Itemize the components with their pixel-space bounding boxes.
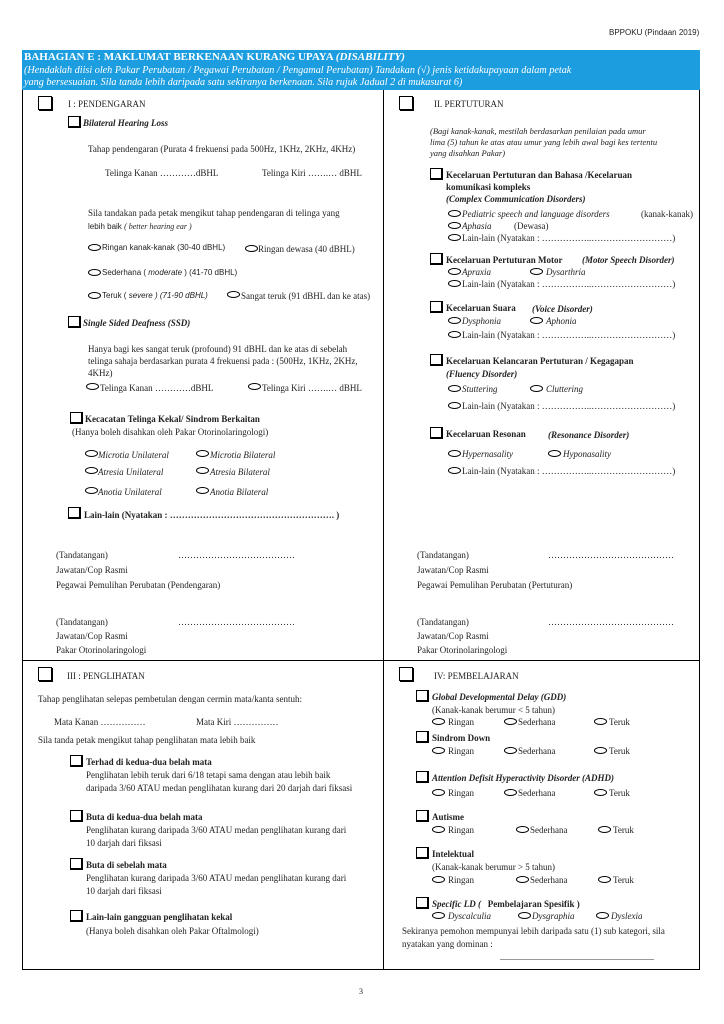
option-stuttering[interactable] xyxy=(448,385,461,392)
suara-label: Kecelaruan Suara xyxy=(446,303,516,313)
anotia-bilateral-label: Anotia Bilateral xyxy=(210,487,269,497)
int-ringan: Ringan xyxy=(448,875,474,885)
dominan-note-2: nyatakan yang dominan : xyxy=(402,939,493,949)
option-lain-lain-3[interactable] xyxy=(448,331,461,338)
row-divider xyxy=(22,660,700,661)
pendengaran-checkbox[interactable] xyxy=(38,96,52,110)
buta-sebelah-label: Buta di sebelah mata xyxy=(86,860,167,870)
cluttering-label: Cluttering xyxy=(546,384,584,394)
gdd-teruk: Teruk xyxy=(609,717,630,727)
resonan-label: Kecelaruan Resonan xyxy=(446,429,526,439)
lain-lain-4: Lain-lain (Nyatakan : ……………..………………………) xyxy=(462,401,676,411)
banner-instruction-2: yang bersesuaian. Sila tanda lebih daripada satu sekiranya berkenaan. Sila rujuk Jadual 2 di mukasurat 6) xyxy=(24,77,463,88)
pendengaran-title: I : PENDENGARAN xyxy=(68,99,146,109)
option-autisme-teruk[interactable] xyxy=(598,826,611,833)
tahap-pendengaran: Tahap pendengaran (Purata 4 frekuensi pada 500Hz, 1KHz, 2KHz, 4KHz) xyxy=(88,144,356,154)
column-divider xyxy=(383,90,384,970)
pediatric-label: Pediatric speech and language disorders xyxy=(462,209,610,219)
jawatan-label: Jawatan/Cop Rasmi xyxy=(56,631,128,641)
option-gdd-sederhana[interactable] xyxy=(504,718,517,725)
ringan-kanak-kanak-label: Ringan kanak-kanak (30-40 dBHL) xyxy=(102,243,226,252)
pertuturan-title: II. PERTUTURAN xyxy=(434,99,504,109)
option-dyslexia[interactable] xyxy=(596,912,609,919)
terhad-label: Terhad di kedua-dua belah mata xyxy=(86,757,212,767)
kelancaran-label: Kecelaruan Kelancaran Pertuturan / Kegagapan xyxy=(446,356,634,366)
option-dysarthria[interactable] xyxy=(530,268,543,275)
ssd-label: Single Sided Deafness (SSD) xyxy=(83,318,191,328)
sindrom-down-checkbox[interactable] xyxy=(416,731,429,743)
atresia-bilateral-label: Atresia Bilateral xyxy=(210,467,270,477)
buta-kedua-desc-2: 10 darjah dari fiksasi xyxy=(86,838,162,848)
motor-italic-label: (Motor Speech Disorder) xyxy=(582,255,675,265)
dysgraphia-label: Dysgraphia xyxy=(532,911,575,921)
section-banner xyxy=(22,50,700,90)
option-ringan-dewasa[interactable] xyxy=(245,245,258,252)
int-teruk: Teruk xyxy=(613,875,634,885)
option-adhd-sederhana[interactable] xyxy=(504,789,517,796)
resonance-disorder-label: (Resonance Disorder) xyxy=(548,430,630,440)
option-hyponasality[interactable] xyxy=(548,450,561,457)
penglihatan-title: III : PENGLIHATAN xyxy=(67,671,145,681)
tandatangan-line: ………………………………… xyxy=(178,550,295,560)
sila-tanda-penglihatan: Sila tanda petak mengikut tahap penglihatan mata lebih baik xyxy=(38,735,256,745)
buta-sebelah-desc-1: Penglihatan kurang daripada 3/60 ATAU medan penglihatan kurang dari xyxy=(86,873,347,883)
penglihatan-checkbox[interactable] xyxy=(38,667,52,681)
ssd-desc-3: 4KHz) xyxy=(88,368,113,378)
kanak-kanak-label: (kanak-kanak) xyxy=(641,209,693,219)
option-sederhana[interactable] xyxy=(88,269,101,276)
kelancaran-checkbox[interactable] xyxy=(430,354,443,366)
oftalmologi-note: (Hanya boleh disahkan oleh Pakar Oftalmologi) xyxy=(86,926,259,936)
option-ringan-kanak-kanak[interactable] xyxy=(88,244,101,251)
dyscalculia-label: Dyscalculia xyxy=(448,911,491,921)
adhd-ringan: Ringan xyxy=(448,788,474,798)
pembelajaran-checkbox[interactable] xyxy=(399,667,413,681)
lain-lain-1: Lain-lain (Nyatakan : ……………..………………………) xyxy=(462,233,676,243)
motor-checkbox[interactable] xyxy=(430,253,443,265)
bhl-checkbox[interactable] xyxy=(68,116,81,128)
suara-checkbox[interactable] xyxy=(430,301,443,313)
pakar-label: Pakar Otorinolaringologi xyxy=(417,645,508,655)
option-int-ringan[interactable] xyxy=(432,876,445,883)
hypernasality-label: Hypernasality xyxy=(462,449,513,459)
option-int-sederhana[interactable] xyxy=(516,876,529,883)
autisme-label: Autisme xyxy=(432,812,464,822)
bhl-label: Bilateral Hearing Loss xyxy=(83,118,169,128)
option-sangat-teruk[interactable] xyxy=(227,291,240,298)
complex-comm-label-2: komunikasi kompleks xyxy=(446,182,531,192)
intelektual-note: (Kanak-kanak berumur > 5 tahun) xyxy=(432,862,556,872)
specific-ld-label: Specific LD ( xyxy=(432,899,481,909)
aphonia-label: Aphonia xyxy=(546,316,577,326)
pembelajaran-spesifik-label: Pembelajaran Spesifik ) xyxy=(487,899,580,909)
option-hypernasality[interactable] xyxy=(448,450,461,457)
option-autisme-sederhana[interactable] xyxy=(516,826,529,833)
lain-lain-pendengaran-checkbox[interactable] xyxy=(68,507,81,519)
option-lain-lain-1[interactable] xyxy=(448,234,461,241)
intelektual-checkbox[interactable] xyxy=(416,847,429,859)
sila-tandakan-1: Sila tandakan pada petak mengikut tahap pendengaran di telinga yang xyxy=(88,208,340,218)
terhad-desc-2: daripada 3/60 ATAU medan penglihatan kurang dari 20 darjah dari fiksasi xyxy=(86,783,353,793)
mata-kiri: Mata Kiri …………… xyxy=(196,717,279,727)
microtia-unilateral-label: Microtia Unilateral xyxy=(98,450,169,460)
better-hearing-ear: ( better hearing ear ) xyxy=(124,222,192,231)
option-cluttering[interactable] xyxy=(530,385,543,392)
ssd-checkbox[interactable] xyxy=(68,316,81,328)
lain-lain-5: Lain-lain (Nyatakan : ……………..………………………) xyxy=(462,466,676,476)
option-sd-sederhana[interactable] xyxy=(504,747,517,754)
ringan-dewasa-label: Ringan dewasa (40 dBHL) xyxy=(258,244,355,254)
option-ssd-kanan[interactable] xyxy=(86,383,99,390)
lain-lain-3: Lain-lain (Nyatakan : ……………..………………………) xyxy=(462,330,676,340)
page-number: 3 xyxy=(359,987,363,996)
sangat-teruk-label: Sangat teruk (91 dBHL dan ke atas) xyxy=(241,291,371,301)
adhd-teruk: Teruk xyxy=(609,788,630,798)
adhd-label: Attention Defisit Hyperactivity Disorder (ADHD) xyxy=(432,773,614,783)
gdd-sederhana: Sederhana xyxy=(518,717,556,727)
buta-kedua-label: Buta di kedua-dua belah mata xyxy=(86,812,203,822)
pegawai-pendengaran: Pegawai Pemulihan Perubatan (Pendengaran) xyxy=(56,580,221,590)
complex-comm-checkbox[interactable] xyxy=(430,168,443,180)
option-apraxia[interactable] xyxy=(448,268,461,275)
complex-comm-label-1: Kecelaruan Pertuturan dan Bahasa /Kecelaruan xyxy=(446,170,632,180)
telinga-kiri: Telinga Kiri …….… dBHL xyxy=(262,168,362,178)
tandatangan-label: (Tandatangan) xyxy=(417,550,469,560)
moderate-label: moderate xyxy=(148,268,183,277)
jawatan-label: Jawatan/Cop Rasmi xyxy=(417,631,489,641)
telinga-kanan: Telinga Kanan …………dBHL xyxy=(105,168,219,178)
lain-lain-penglihatan-checkbox[interactable] xyxy=(70,910,83,922)
aphasia-label: Aphasia xyxy=(462,221,492,231)
voice-disorder-label: (Voice Disorder) xyxy=(532,304,593,314)
ssd-telinga-kiri: Telinga Kiri …….… dBHL xyxy=(262,383,362,393)
option-aphonia[interactable] xyxy=(530,317,543,324)
sd-ringan: Ringan xyxy=(448,746,474,756)
pertuturan-checkbox[interactable] xyxy=(399,96,413,110)
dominan-input-line[interactable] xyxy=(500,959,654,960)
tandatangan-label: (Tandatangan) xyxy=(56,550,108,560)
sila-tandakan-2: lebih baik xyxy=(88,222,122,231)
option-dysgraphia[interactable] xyxy=(518,912,531,919)
option-anotia-bilateral[interactable] xyxy=(196,487,209,494)
banner-title-italic: (DISABILITY) xyxy=(335,51,405,63)
motor-label: Kecelaruan Pertuturan Motor xyxy=(446,255,563,265)
buta-kedua-checkbox[interactable] xyxy=(70,810,83,822)
option-adhd-teruk[interactable] xyxy=(594,789,607,796)
option-gdd-teruk[interactable] xyxy=(594,718,607,725)
adhd-sederhana: Sederhana xyxy=(518,788,556,798)
option-aphasia[interactable] xyxy=(448,222,461,229)
buta-kedua-desc-1: Penglihatan kurang daripada 3/60 ATAU medan penglihatan kurang dari xyxy=(86,825,347,835)
fluency-disorder-label: (Fluency Disorder) xyxy=(446,369,518,379)
tandatangan-label: (Tandatangan) xyxy=(417,617,469,627)
pertuturan-note-3: yang disahkan Pakar) xyxy=(430,148,506,158)
ssd-telinga-kanan: Telinga Kanan …………dBHL xyxy=(100,383,214,393)
option-autisme-ringan[interactable] xyxy=(432,826,445,833)
specific-ld-checkbox[interactable] xyxy=(416,897,429,909)
form-reference: BPPOKU (Pindaan 2019) xyxy=(609,28,700,37)
lain-lain-2: Lain-lain (Nyatakan : ……………..………………………) xyxy=(462,279,676,289)
option-gdd-ringan[interactable] xyxy=(432,718,445,725)
terhad-checkbox[interactable] xyxy=(70,755,83,767)
ssd-desc-1: Hanya bagi kes sangat teruk (profound) 91 dBHL dan ke atas di sebelah xyxy=(88,344,348,354)
tandatangan-line: ………………………………… xyxy=(178,617,295,627)
sindrom-down-label: Sindrom Down xyxy=(432,733,491,743)
tandatangan-line: …………………………………… xyxy=(548,550,674,560)
banner-instruction-1: (Hendaklah diisi oleh Pakar Perubatan / Pegawai Perubatan / Pengamal Perubatan) Tandakan (√) jenis ketidakupayaan dalam petak xyxy=(24,65,572,76)
kecacatan-note: (Hanya boleh disahkan oleh Pakar Otorinolaringologi) xyxy=(72,427,269,437)
gdd-label: Global Developmental Delay (GDD) xyxy=(432,692,567,702)
option-lain-lain-4[interactable] xyxy=(448,402,461,409)
intelektual-label: Intelektual xyxy=(432,849,475,859)
option-lain-lain-5[interactable] xyxy=(448,467,461,474)
option-int-teruk[interactable] xyxy=(598,876,611,883)
kecacatan-checkbox[interactable] xyxy=(70,412,83,424)
kecacatan-label: Kecacatan Telinga Kekal/ Sindrom Berkaitan xyxy=(85,414,260,424)
pertuturan-note-2: lima (5) tahun ke atas atau umur yang lebih awal bagi kes tertentu xyxy=(430,137,658,147)
tandatangan-label: (Tandatangan) xyxy=(56,617,108,627)
option-teruk[interactable] xyxy=(88,292,101,299)
dysarthria-label: Dysarthria xyxy=(546,267,586,277)
terhad-desc-1: Penglihatan lebih teruk dari 6/18 tetapi sama dengan atau lebih baik xyxy=(86,770,331,780)
tahap-penglihatan: Tahap penglihatan selepas pembetulan dengan cermin mata/kanta sentuh: xyxy=(38,694,303,704)
option-adhd-ringan[interactable] xyxy=(432,789,445,796)
option-lain-lain-2[interactable] xyxy=(448,280,461,287)
apraxia-label: Apraxia xyxy=(462,267,491,277)
option-sd-teruk[interactable] xyxy=(594,747,607,754)
complex-comm-label-3: (Complex Communication Disorders) xyxy=(446,194,586,204)
resonan-checkbox[interactable] xyxy=(430,427,443,439)
hyponasality-label: Hyponasality xyxy=(563,449,611,459)
int-sederhana: Sederhana xyxy=(530,875,568,885)
pertuturan-note-1: (Bagi kanak-kanak, mestilah berdasarkan penilaian pada umur xyxy=(430,126,646,136)
teruk-range: ) (71-90 dBHL) xyxy=(154,291,208,300)
microtia-bilateral-label: Microtia Bilateral xyxy=(210,450,276,460)
stuttering-label: Stuttering xyxy=(462,384,498,394)
adhd-checkbox[interactable] xyxy=(416,771,429,783)
gdd-checkbox[interactable] xyxy=(416,690,429,702)
autisme-checkbox[interactable] xyxy=(416,810,429,822)
autisme-teruk: Teruk xyxy=(613,825,634,835)
option-microtia-bilateral[interactable] xyxy=(196,450,209,457)
option-pediatric[interactable] xyxy=(448,210,461,217)
sederhana-label: Sederhana ( xyxy=(102,268,147,277)
jawatan-label: Jawatan/Cop Rasmi xyxy=(417,565,489,575)
autisme-ringan: Ringan xyxy=(448,825,474,835)
option-dyscalculia[interactable] xyxy=(432,912,445,919)
jawatan-label: Jawatan/Cop Rasmi xyxy=(56,565,128,575)
option-anotia-unilateral[interactable] xyxy=(85,487,98,494)
option-ssd-kiri[interactable] xyxy=(248,383,261,390)
option-microtia-unilateral[interactable] xyxy=(85,450,98,457)
lain-lain-penglihatan-label: Lain-lain gangguan penglihatan kekal xyxy=(86,912,233,922)
dyslexia-label: Dyslexia xyxy=(611,911,643,921)
sederhana-range: ) (41-70 dBHL) xyxy=(184,268,238,277)
option-sd-ringan[interactable] xyxy=(432,747,445,754)
ssd-desc-2: telinga sahaja berdasarkan purata 4 frekuensi pada : (500Hz, 1KHz, 2KHz, xyxy=(88,356,358,366)
banner-title: BAHAGIAN E : MAKLUMAT BERKENAAN KURANG UPAYA xyxy=(24,51,334,63)
autisme-sederhana: Sederhana xyxy=(530,825,568,835)
buta-sebelah-checkbox[interactable] xyxy=(70,858,83,870)
atresia-unilateral-label: Atresia Unilateral xyxy=(98,467,164,477)
dewasa-label: (Dewasa) xyxy=(514,221,549,231)
option-atresia-bilateral[interactable] xyxy=(196,467,209,474)
option-atresia-unilateral[interactable] xyxy=(85,467,98,474)
buta-sebelah-desc-2: 10 darjah dari fiksasi xyxy=(86,886,162,896)
pegawai-pertuturan: Pegawai Pemulihan Perubatan (Pertuturan) xyxy=(417,580,573,590)
sd-sederhana: Sederhana xyxy=(518,746,556,756)
pakar-label: Pakar Otorinolaringologi xyxy=(56,645,147,655)
severe-label: severe xyxy=(128,291,153,300)
tandatangan-line: …………………………………… xyxy=(548,617,674,627)
sd-teruk: Teruk xyxy=(609,746,630,756)
dysphonia-label: Dysphonia xyxy=(462,316,501,326)
mata-kanan: Mata Kanan …………… xyxy=(54,717,146,727)
gdd-note: (Kanak-kanak berumur < 5 tahun) xyxy=(432,705,556,715)
teruk-label: Teruk ( xyxy=(102,291,127,300)
lain-lain-pendengaran: Lain-lain (Nyatakan : ………………………………………………. ) xyxy=(84,510,340,520)
dominan-note-1: Sekiranya pemohon mempunyai lebih daripada satu (1) sub kategori, sila xyxy=(402,926,665,936)
option-dysphonia[interactable] xyxy=(448,317,461,324)
anotia-unilateral-label: Anotia Unilateral xyxy=(98,487,162,497)
pembelajaran-title: IV: PEMBELAJARAN xyxy=(434,671,519,681)
gdd-ringan: Ringan xyxy=(448,717,474,727)
